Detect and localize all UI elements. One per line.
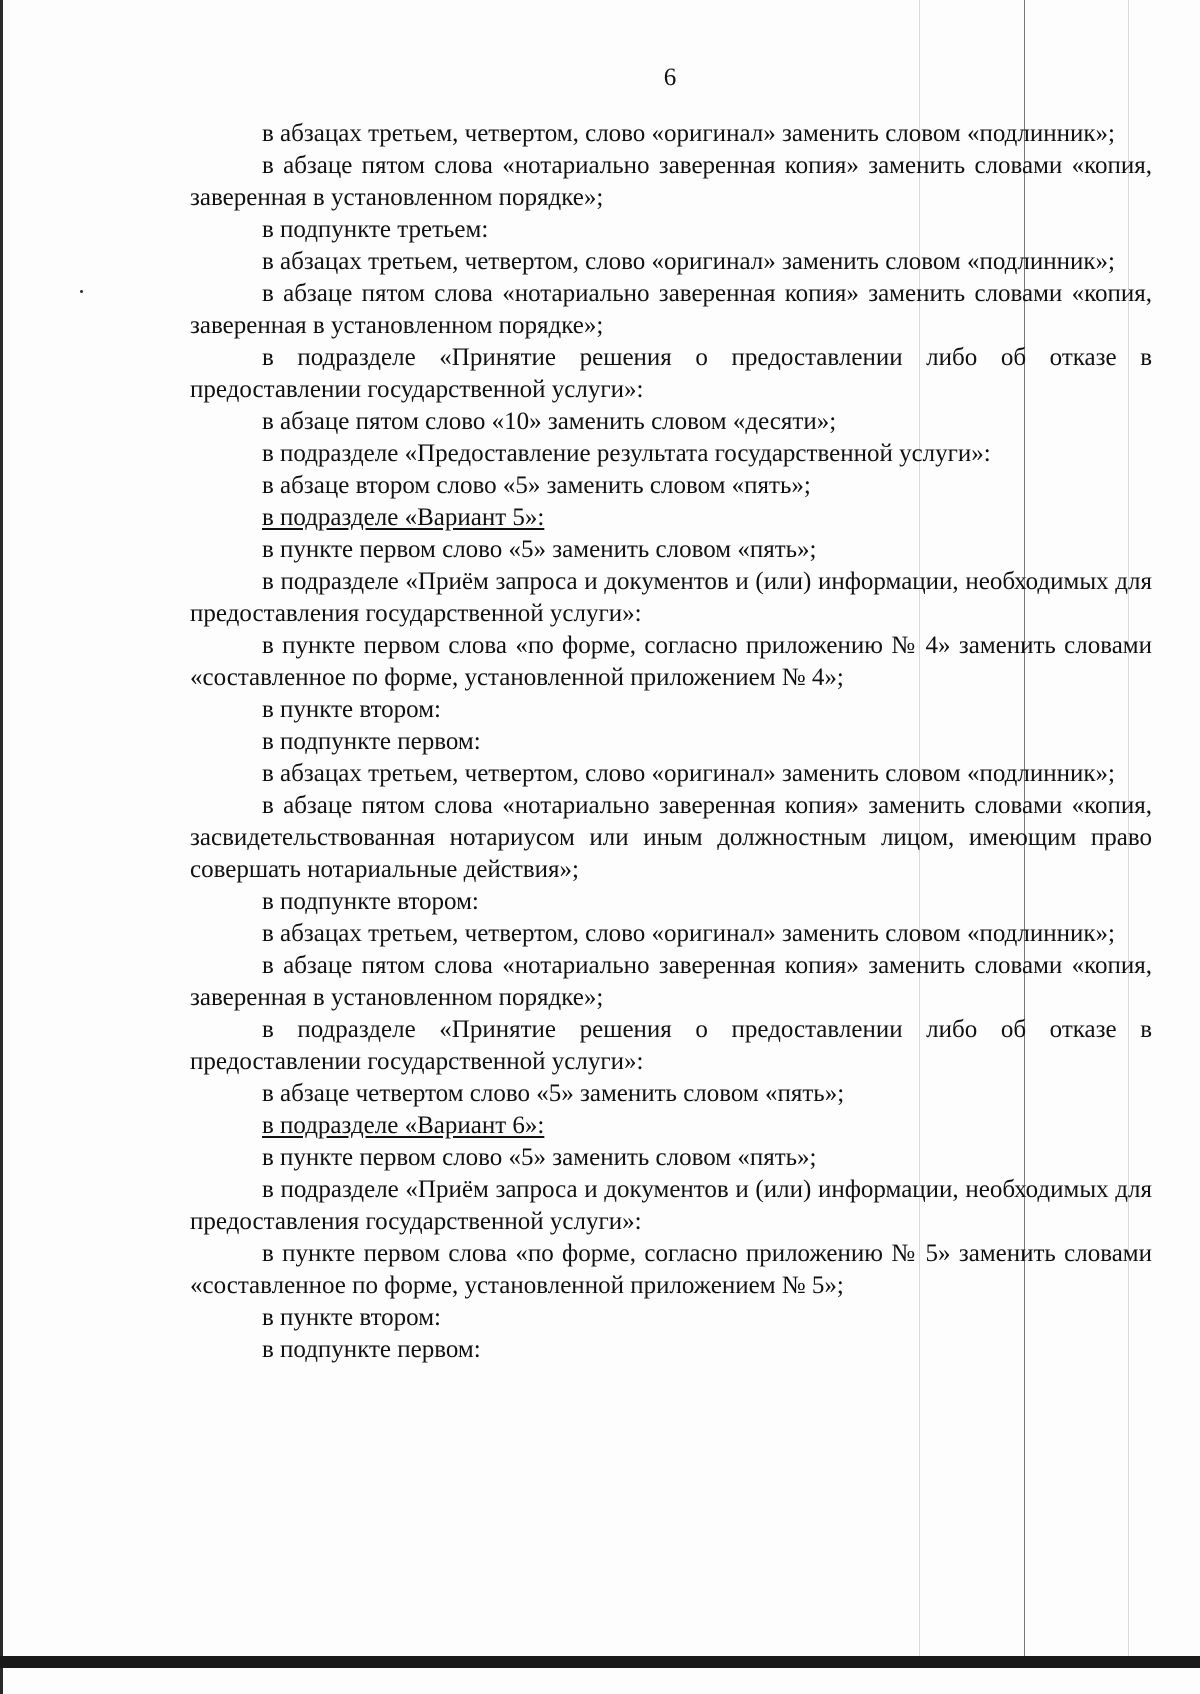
amendment-paragraph (190, 1302, 1152, 1334)
paragraph-text: в абзаце пятом слова «нотариально заверенная копия» заменить словами «копия, заверенная в установленном порядке»; (190, 152, 1152, 211)
scan-border-left (0, 0, 3, 1694)
scan-border-bottom (0, 1656, 1200, 1668)
amendment-paragraph (190, 1142, 1152, 1174)
paragraph-text: в пункте первом слово «5» заменить словом «пять»; (262, 1144, 817, 1171)
paragraph-text: в абзацах третьем, четвертом, слово «оригинал» заменить словом «подлинник»; (262, 760, 1115, 787)
amendment-paragraph (190, 438, 1152, 470)
paragraph-text: в абзаце пятом слова «нотариально заверенная копия» заменить словами «копия, заверенная в установленном порядке»; (190, 280, 1152, 339)
paragraph-text: в подпункте третьем: (262, 216, 489, 243)
amendment-paragraph (190, 886, 1152, 918)
paragraph-text: в абзацах третьем, четвертом, слово «оригинал» заменить словом «подлинник»; (262, 120, 1115, 147)
amendment-paragraph (190, 630, 1152, 694)
section-heading-paragraph (190, 1110, 1152, 1142)
amendment-paragraph (190, 246, 1152, 278)
paragraph-text: в пункте первом слово «5» заменить словом «пять»; (262, 536, 817, 563)
paragraph-text: в пункте первом слова «по форме, согласно приложению № 5» заменить словами «составленное по форме, установленной приложением № 5»; (190, 1240, 1152, 1299)
document-body (190, 118, 1152, 1366)
amendment-paragraph (190, 950, 1152, 1014)
paragraph-text: в подразделе «Приём запроса и документов и (или) информации, необходимых для предоставления государственной услуги»: (190, 1176, 1152, 1235)
amendment-paragraph (190, 1014, 1152, 1078)
amendment-paragraph (190, 758, 1152, 790)
paragraph-text: в абзацах третьем, четвертом, слово «оригинал» заменить словом «подлинник»; (262, 248, 1115, 275)
paragraph-text: в пункте первом слова «по форме, согласно приложению № 4» заменить словами «составленное по форме, установленной приложением № 4»; (190, 632, 1152, 691)
paragraph-text: в подразделе «Предоставление результата государственной услуги»: (262, 440, 991, 467)
paragraph-text: в абзаце пятом слова «нотариально заверенная копия» заменить словами «копия, засвидетельствованная нотариусом или иным должностным лицом, имеющим право совершать нотариальные действия»; (190, 792, 1152, 883)
page-number: 6 (663, 64, 677, 91)
paragraph-text: в подразделе «Вариант 6»: (262, 1112, 545, 1139)
amendment-paragraph (190, 1174, 1152, 1238)
paragraph-text: в абзаце втором слово «5» заменить словом «пять»; (262, 472, 811, 499)
paragraph-text: в подпункте втором: (262, 888, 479, 915)
amendment-paragraph (190, 694, 1152, 726)
amendment-paragraph (190, 406, 1152, 438)
amendment-paragraph (190, 118, 1152, 150)
paragraph-text: в подразделе «Вариант 5»: (262, 504, 545, 531)
amendment-paragraph (190, 150, 1152, 214)
paragraph-text: в абзаце пятом слово «10» заменить словом «десяти»; (262, 408, 837, 435)
paragraph-text: в подразделе «Принятие решения о предоставлении либо об отказе в предоставлении государственной услуги»: (190, 344, 1152, 403)
paragraph-text: в подразделе «Приём запроса и документов и (или) информации, необходимых для предоставления государственной услуги»: (190, 568, 1152, 627)
amendment-paragraph (190, 918, 1152, 950)
amendment-paragraph (190, 566, 1152, 630)
amendment-paragraph (190, 534, 1152, 566)
paragraph-text: в пункте втором: (262, 696, 441, 723)
paragraph-text: в подпункте первом: (262, 728, 481, 755)
section-heading-paragraph (190, 502, 1152, 534)
paragraph-text: в пункте втором: (262, 1304, 441, 1331)
amendment-paragraph (190, 342, 1152, 406)
amendment-paragraph (190, 214, 1152, 246)
scan-speck (80, 290, 83, 293)
paragraph-text: в абзаце пятом слова «нотариально заверенная копия» заменить словами «копия, заверенная в установленном порядке»; (190, 952, 1152, 1011)
amendment-paragraph (190, 1334, 1152, 1366)
amendment-paragraph (190, 790, 1152, 886)
amendment-paragraph (190, 278, 1152, 342)
amendment-paragraph (190, 1238, 1152, 1302)
paragraph-text: в абзаце четвертом слово «5» заменить словом «пять»; (262, 1080, 845, 1107)
amendment-paragraph (190, 726, 1152, 758)
paragraph-text: в абзацах третьем, четвертом, слово «оригинал» заменить словом «подлинник»; (262, 920, 1115, 947)
paragraph-text: в подразделе «Принятие решения о предоставлении либо об отказе в предоставлении государственной услуги»: (190, 1016, 1152, 1075)
amendment-paragraph (190, 470, 1152, 502)
amendment-paragraph (190, 1078, 1152, 1110)
paragraph-text: в подпункте первом: (262, 1336, 481, 1363)
